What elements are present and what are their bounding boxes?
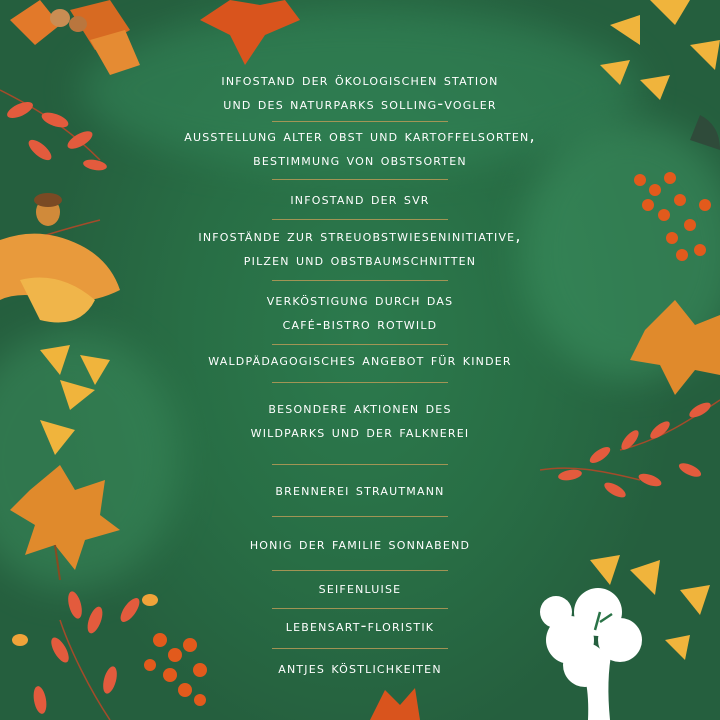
divider xyxy=(272,121,448,122)
divider xyxy=(272,464,448,465)
program-item-12: antjes köstlichkeiten xyxy=(278,658,442,677)
program-item-5: verköstigung durch das café-bistro rotwild xyxy=(266,290,454,333)
program-item-7: besondere aktionen des wildparks und der falknerei xyxy=(250,398,470,441)
divider xyxy=(272,344,448,345)
divider xyxy=(272,179,448,180)
divider xyxy=(272,608,448,609)
program-item-1: infostand der ökologischen station und des naturparks solling-vogler xyxy=(221,70,499,113)
divider xyxy=(272,219,448,220)
divider xyxy=(272,516,448,517)
program-item-3: infostand der svr xyxy=(290,189,430,208)
program-item-11: lebensart-floristik xyxy=(285,616,435,635)
divider xyxy=(272,648,448,649)
program-item-9: honig der familie sonnabend xyxy=(249,534,471,553)
divider xyxy=(272,280,448,281)
program-item-8: brennerei strautmann xyxy=(275,480,445,499)
divider xyxy=(272,382,448,383)
program-item-2: ausstellung alter obst und kartoffelsorten, bestimmung von obstsorten xyxy=(184,126,536,169)
divider xyxy=(272,570,448,571)
program-item-6: waldpädagogisches angebot für kinder xyxy=(208,350,512,369)
program-item-10: seifenluise xyxy=(318,578,402,597)
program-item-4: infostände zur streuobstwieseninitiative, pilzen und obstbaumschnitten xyxy=(198,226,522,269)
